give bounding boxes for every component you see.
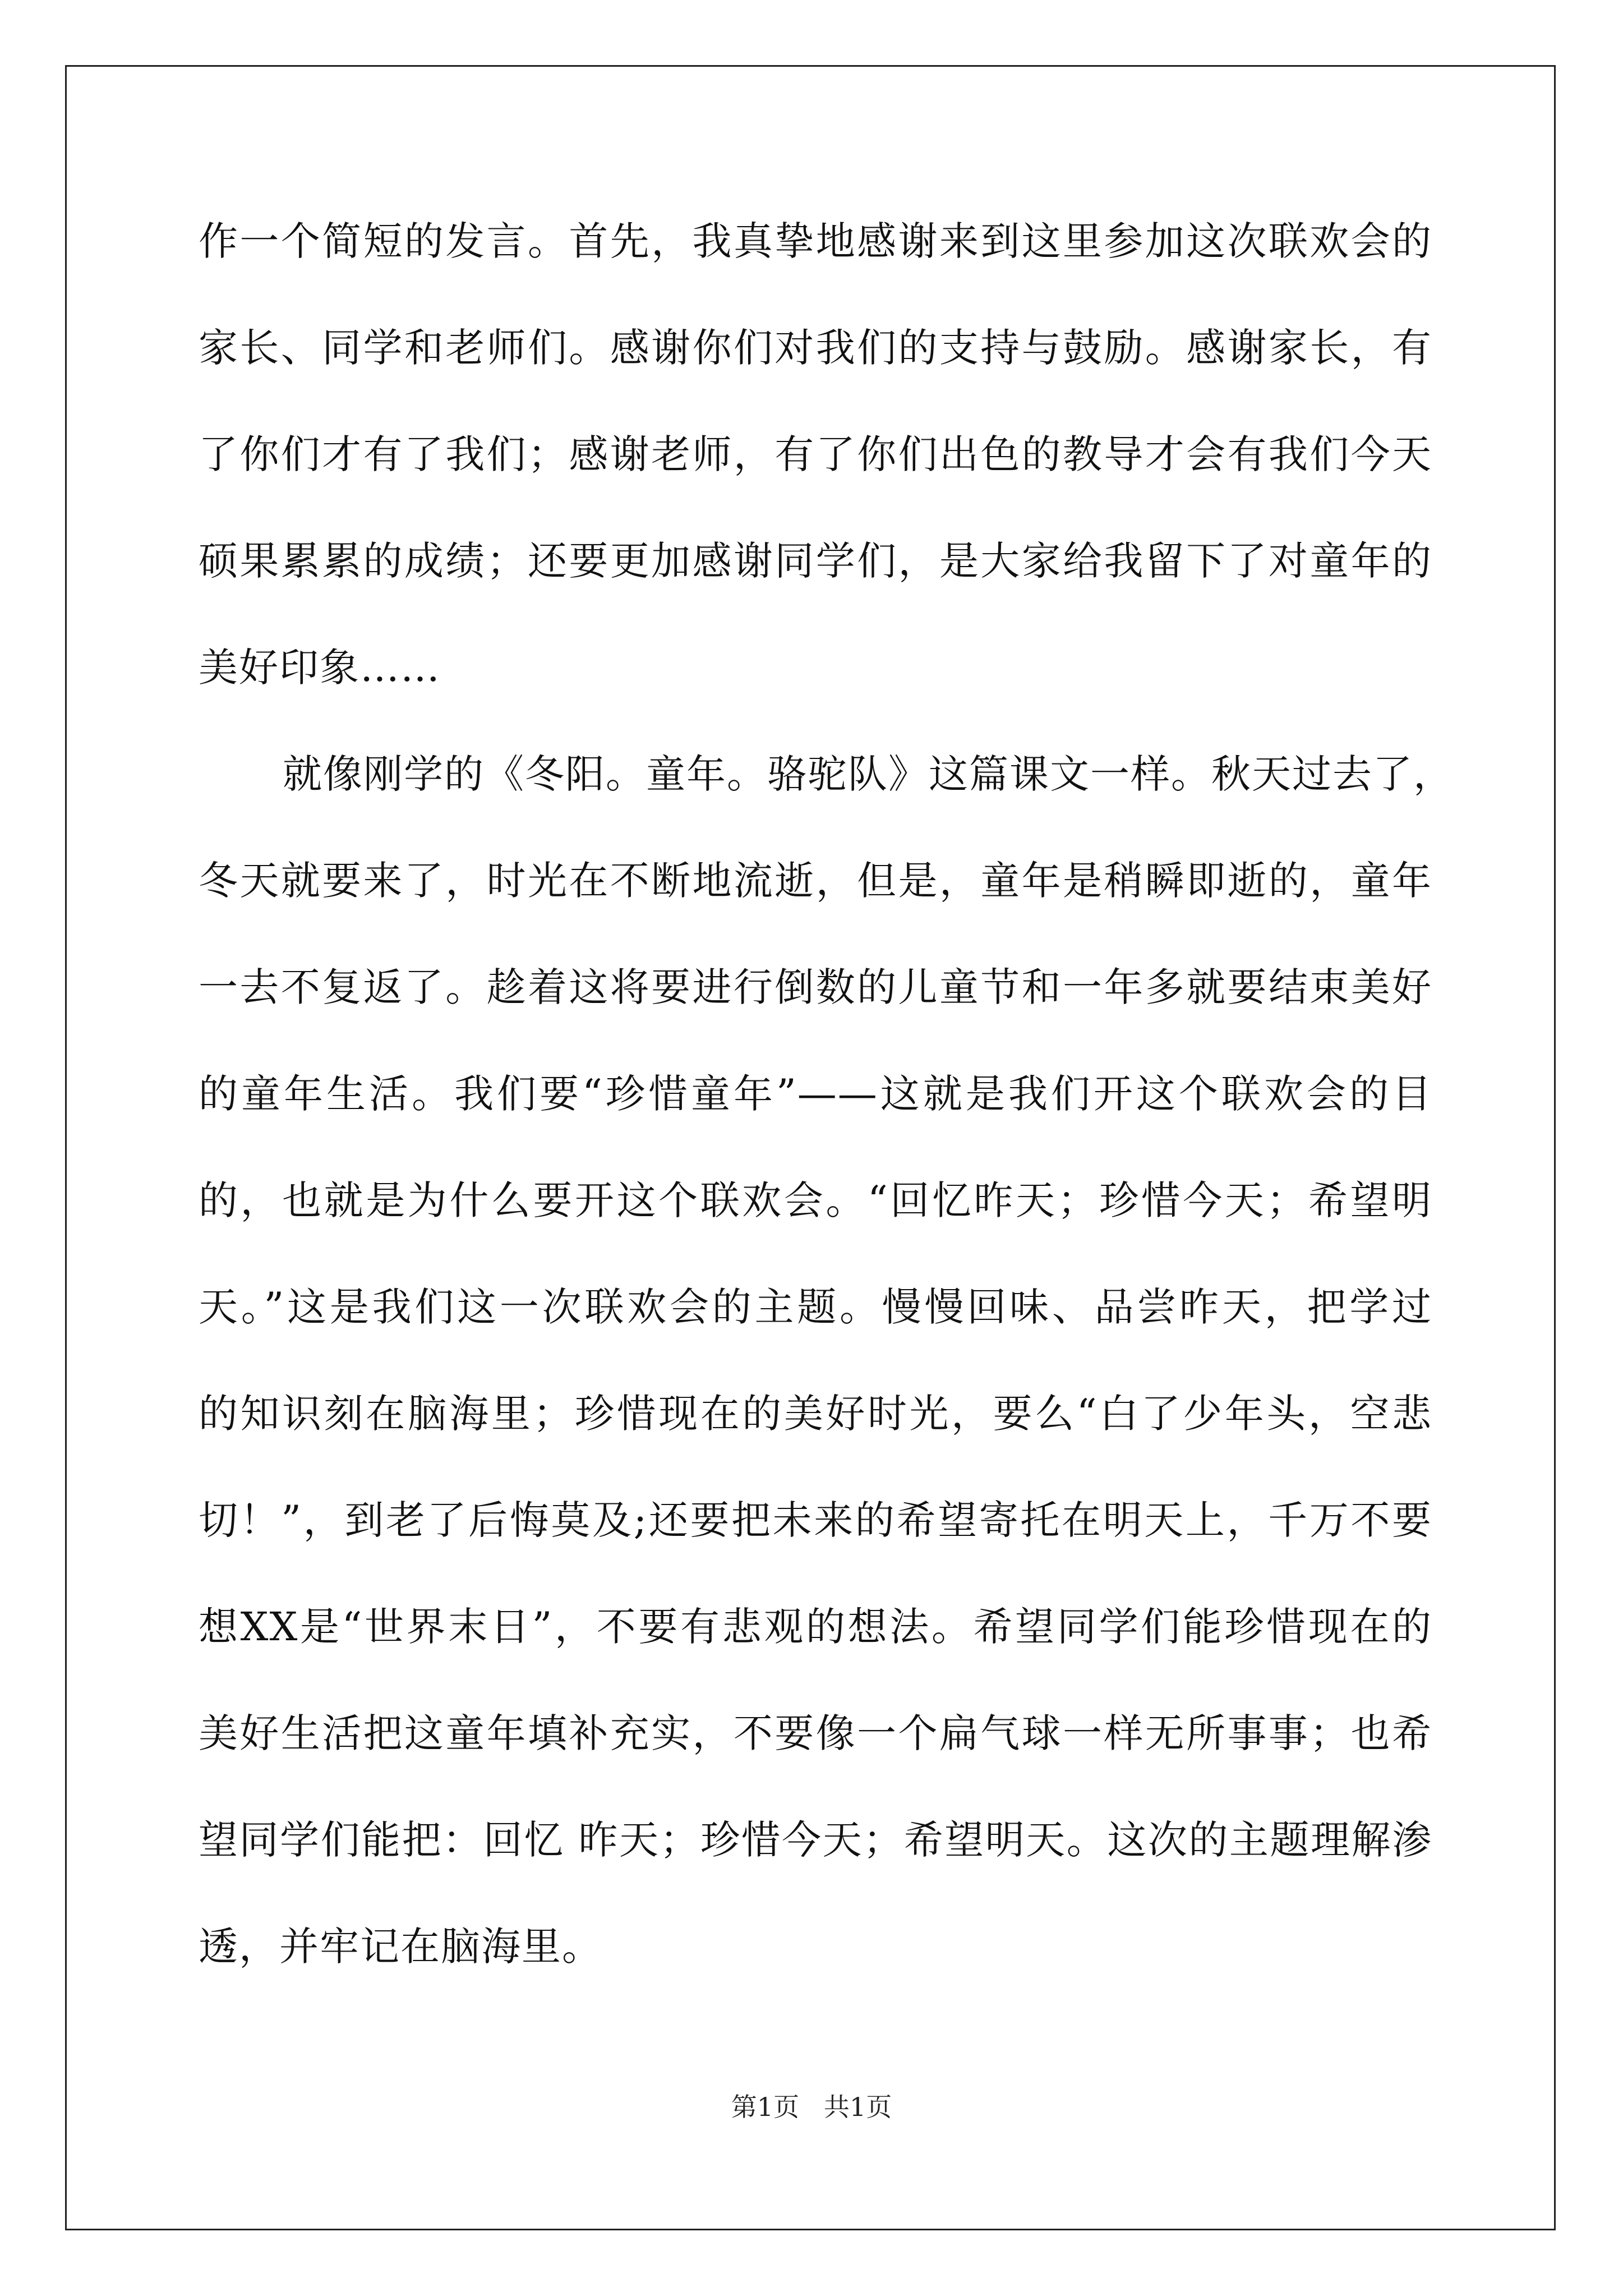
- text-line: 硕果累累的成绩；还要更加感谢同学们，是大家给我留下了对童年的: [199, 538, 1432, 584]
- text-line: 作一个简短的发言。首先，我真挚地感谢来到这里参加这次联欢会的: [199, 218, 1432, 264]
- text-line: 透，并牢记在脑海里。: [199, 1924, 602, 1970]
- document-body: [199, 216, 1454, 2028]
- text-line: 切！”，到老了后悔莫及;还要把未来的希望寄托在明天上，千万不要: [199, 1497, 1432, 1543]
- text-line: 美好生活把这童年填补充实，不要像一个扁气球一样无所事事；也希: [199, 1710, 1432, 1756]
- text-line: 一去不复返了。趁着这将要进行倒数的儿童节和一年多就要结束美好: [199, 964, 1432, 1010]
- text-line: 天。”这是我们这一次联欢会的主题。慢慢回味、品尝昨天，把学过: [199, 1284, 1432, 1330]
- text-line-paragraph-start: 就像刚学的《冬阳。童年。骆驼队》这篇课文一样。秋天过去了，: [283, 751, 1454, 797]
- text-line: 美好印象……: [199, 645, 441, 691]
- page-number-footer: 第1页 共1页: [731, 2092, 892, 2122]
- text-line: 家长、同学和老师们。感谢你们对我们的支持与鼓励。感谢家长，有: [199, 325, 1432, 371]
- text-line: 望同学们能把：回忆 昨天；珍惜今天；希望明天。这次的主题理解渗: [199, 1817, 1432, 1863]
- text-line: 冬天就要来了，时光在不断地流逝，但是，童年是稍瞬即逝的，童年: [199, 858, 1432, 904]
- text-line: 的，也就是为什么要开这个联欢会。“回忆昨天；珍惜今天；希望明: [199, 1177, 1432, 1223]
- text-line: 的知识刻在脑海里；珍惜现在的美好时光，要么“白了少年头，空悲: [199, 1391, 1432, 1437]
- text-line: 了你们才有了我们；感谢老师，有了你们出色的教导才会有我们今天: [199, 431, 1432, 477]
- text-line: 想XX是“世界末日”，不要有悲观的想法。希望同学们能珍惜现在的: [199, 1604, 1432, 1650]
- text-line: 的童年生活。我们要“珍惜童年”——这就是我们开这个联欢会的目: [199, 1071, 1432, 1117]
